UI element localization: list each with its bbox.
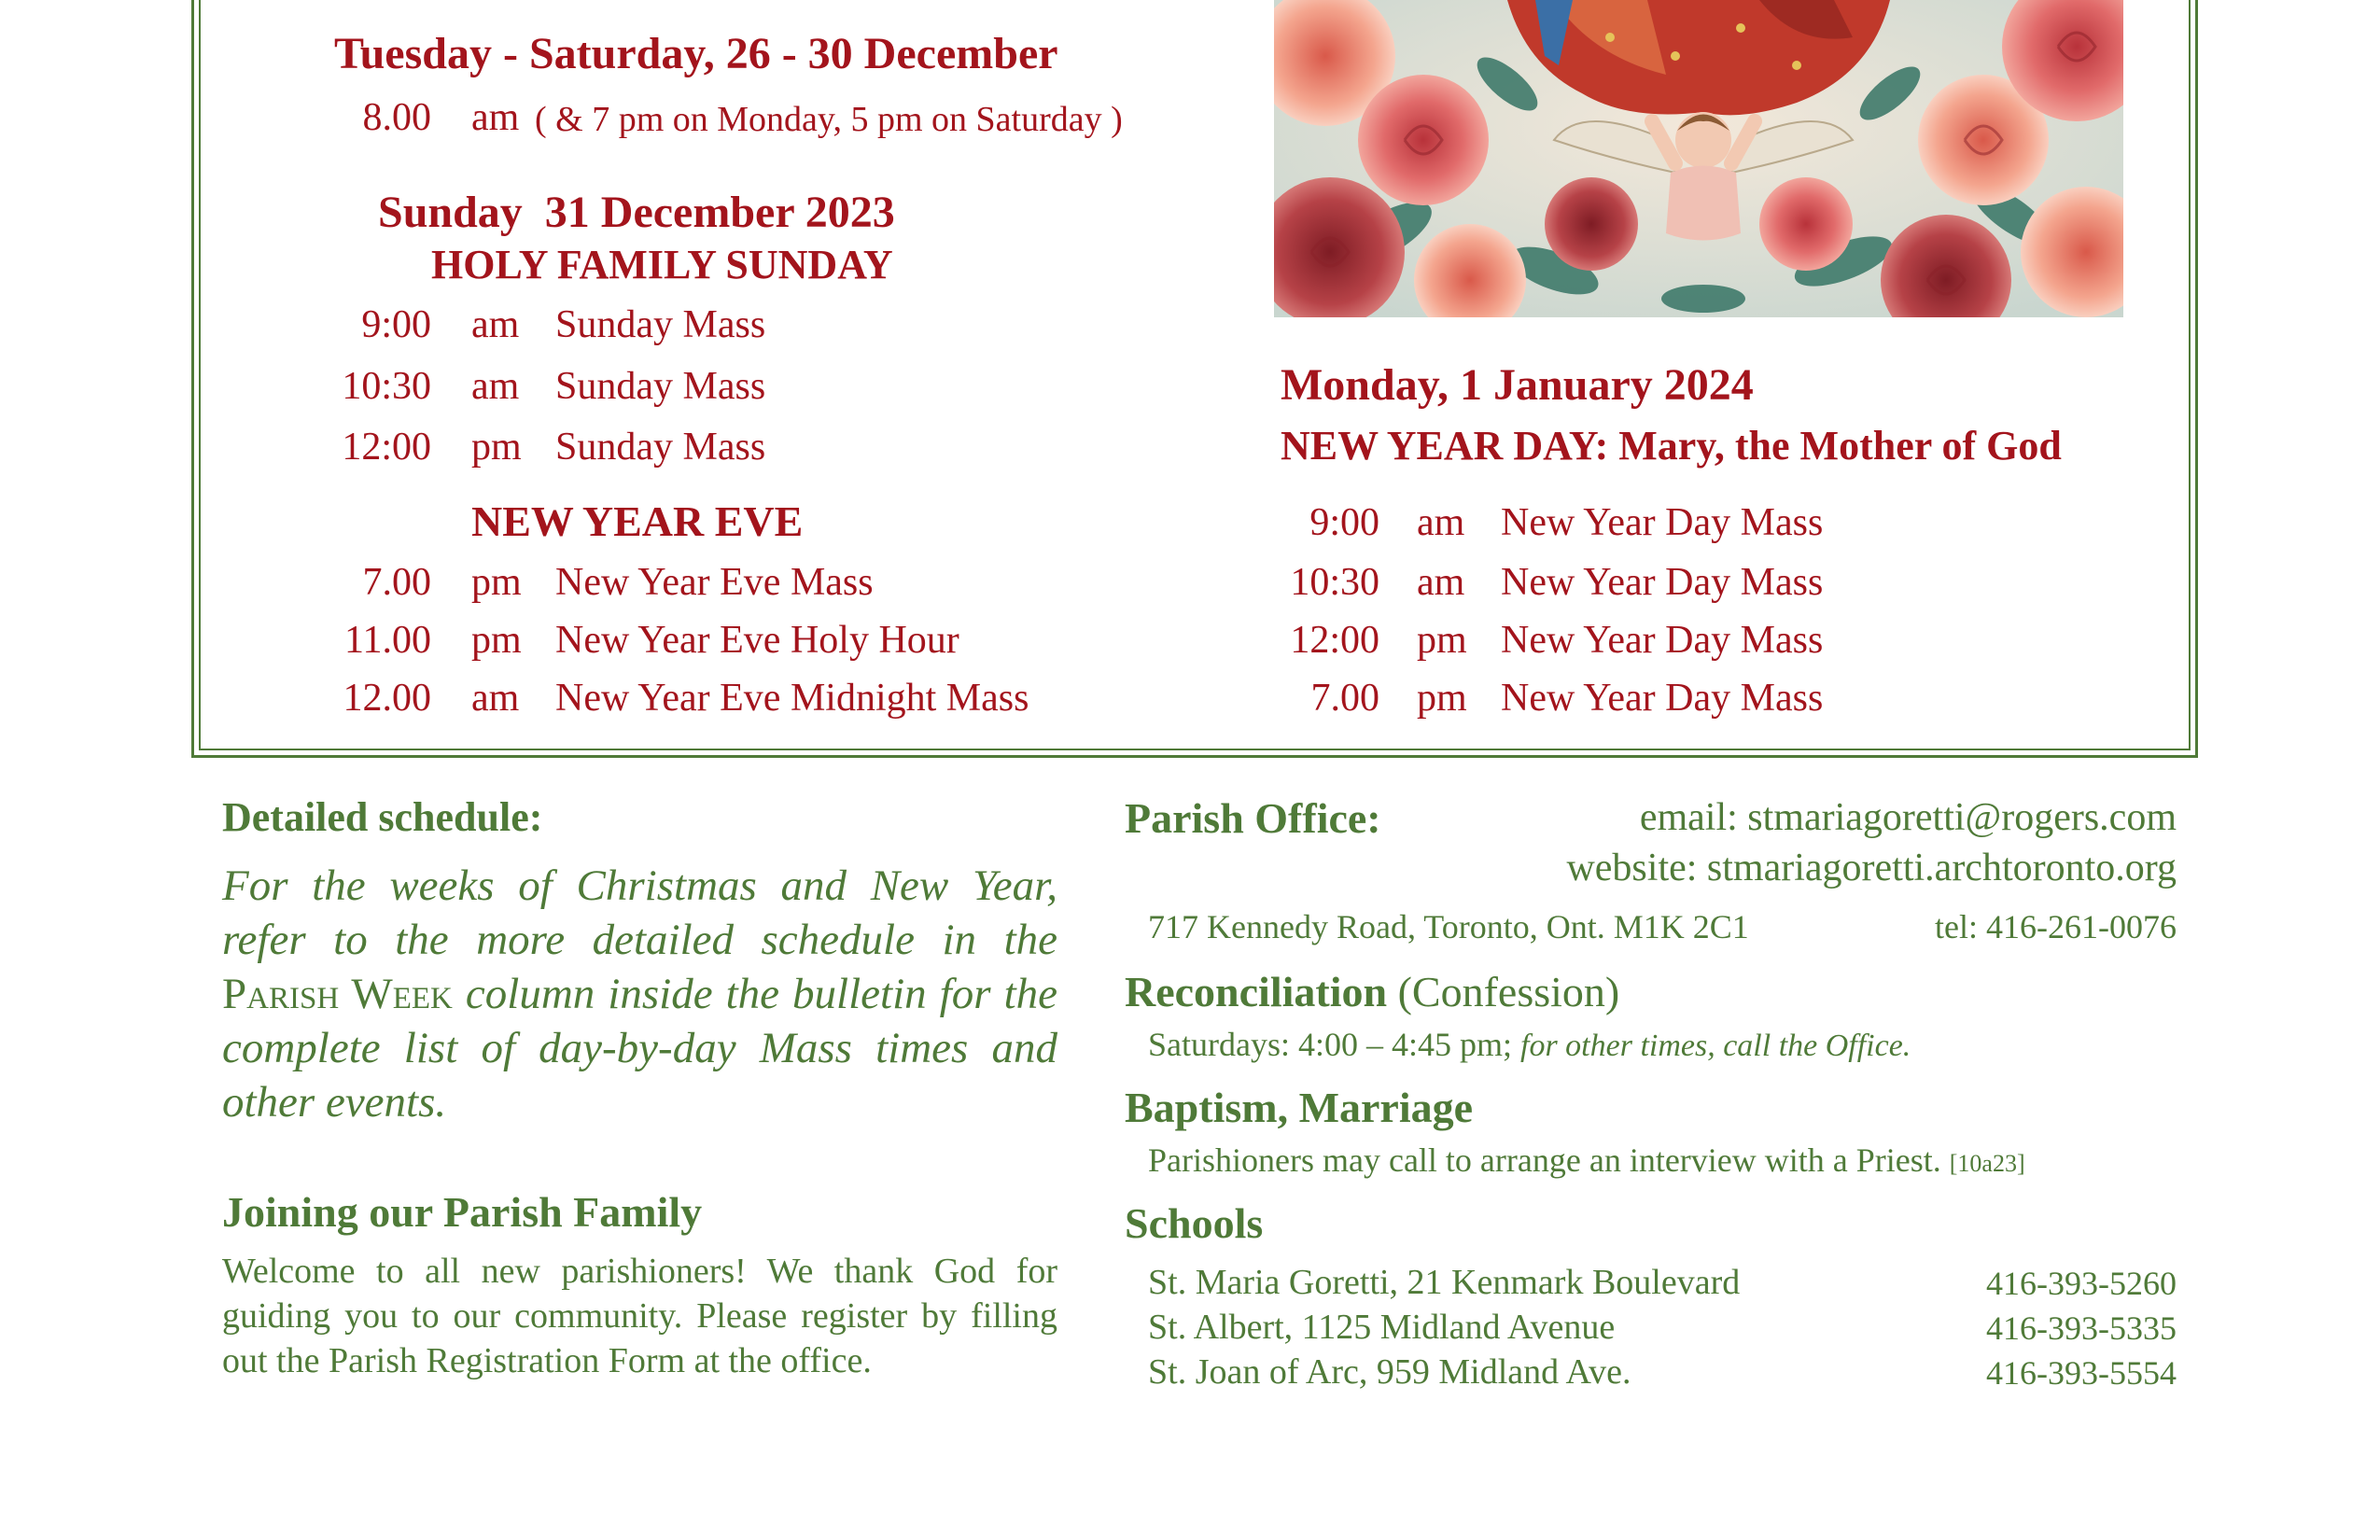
school-name: St. Albert, 1125 Midland Avenue (1148, 1308, 1616, 1347)
mass-time: 7.00 (362, 561, 431, 604)
new-year-subheading: NEW YEAR DAY: Mary, the Mother of God (1281, 423, 2062, 469)
weekday-time: 8.00 (362, 96, 431, 139)
baptism-text: Parishioners may call to arrange an interview with a Priest. [10a23] (1148, 1141, 2025, 1179)
mass-time: 7.00 (1310, 677, 1379, 720)
mass-desc: New Year Eve Holy Hour (555, 619, 959, 662)
mass-desc: Sunday Mass (555, 303, 766, 346)
reconciliation-times: Saturdays: 4:00 – 4:45 pm; for other times, call the Office. (1148, 1026, 1911, 1063)
weekday-note: ( & 7 pm on Monday, 5 pm on Saturday ) (535, 100, 1123, 139)
mass-ampm: pm (471, 426, 522, 469)
mass-ampm: pm (471, 619, 522, 662)
mass-desc: New Year Eve Midnight Mass (555, 677, 1029, 720)
mass-time: 12:00 (1290, 619, 1379, 662)
school-name: St. Maria Goretti, 21 Kenmark Boulevard (1148, 1263, 1741, 1302)
joining-text: Welcome to all new parishioners! We thank God for guiding you to our community. Please register by filling out the Parish Registration Form at the office. (222, 1252, 1057, 1380)
mass-ampm: am (471, 677, 520, 720)
mass-desc: Sunday Mass (555, 426, 766, 469)
mass-time: 12.00 (343, 677, 431, 720)
mass-time: 10:30 (1290, 561, 1379, 604)
baptism-heading: Baptism, Marriage (1125, 1084, 1474, 1131)
weekday-heading: Tuesday - Saturday, 26 - 30 December (334, 29, 1058, 78)
office-address: 717 Kennedy Road, Toronto, Ont. M1K 2C1 (1148, 908, 1749, 945)
mass-ampm: pm (1417, 677, 1467, 720)
joining-heading: Joining our Parish Family (222, 1188, 703, 1236)
sunday-heading: Sunday 31 December 2023 (378, 188, 895, 237)
mass-ampm: am (1417, 501, 1465, 544)
mass-ampm: pm (1417, 619, 1467, 662)
mass-time: 11.00 (344, 619, 431, 662)
mass-ampm: am (1417, 561, 1465, 604)
school-name: St. Joan of Arc, 959 Midland Ave. (1148, 1352, 1631, 1392)
office-email[interactable]: email: stmariagoretti@rogers.com (1639, 796, 2177, 839)
mass-desc: New Year Eve Mass (555, 561, 874, 604)
school-phone: 416-393-5260 (1986, 1265, 2177, 1302)
mass-time: 9:00 (1309, 501, 1379, 544)
office-phone: tel: 416-261-0076 (1935, 908, 2177, 945)
mass-desc: Sunday Mass (555, 365, 766, 408)
mass-ampm: am (471, 303, 520, 346)
school-phone: 416-393-5335 (1986, 1309, 2177, 1347)
mass-desc: New Year Day Mass (1501, 561, 1824, 604)
sunday-subheading: HOLY FAMILY SUNDAY (431, 242, 893, 287)
mass-ampm: pm (471, 561, 522, 604)
mass-desc: New Year Day Mass (1501, 501, 1824, 544)
mass-time: 10:30 (342, 365, 431, 408)
detailed-schedule-heading: Detailed schedule: (222, 794, 543, 840)
office-website[interactable]: website: stmariagoretti.archtoronto.org (1566, 847, 2177, 889)
parish-office-heading: Parish Office: (1125, 794, 1381, 842)
new-year-heading: Monday, 1 January 2024 (1281, 360, 1754, 410)
mass-time: 9:00 (361, 303, 431, 346)
detailed-schedule-text: For the weeks of Christmas and New Year, refer to the more detailed schedule in the Parish Week column inside the bulletin for the complete list of day-by-day Mass times and other events. (222, 861, 1057, 1127)
school-phone: 416-393-5554 (1986, 1354, 2177, 1392)
mass-desc: New Year Day Mass (1501, 677, 1824, 720)
reconciliation-heading: Reconciliation (Confession) (1125, 968, 1620, 1015)
madonna-roses-image (1274, 0, 2123, 317)
mass-desc: New Year Day Mass (1501, 619, 1824, 662)
eve-heading: NEW YEAR EVE (471, 497, 804, 545)
mass-time: 12:00 (342, 426, 431, 469)
weekday-ampm: am (471, 96, 520, 139)
schools-heading: Schools (1125, 1199, 1264, 1247)
mass-ampm: am (471, 365, 520, 408)
